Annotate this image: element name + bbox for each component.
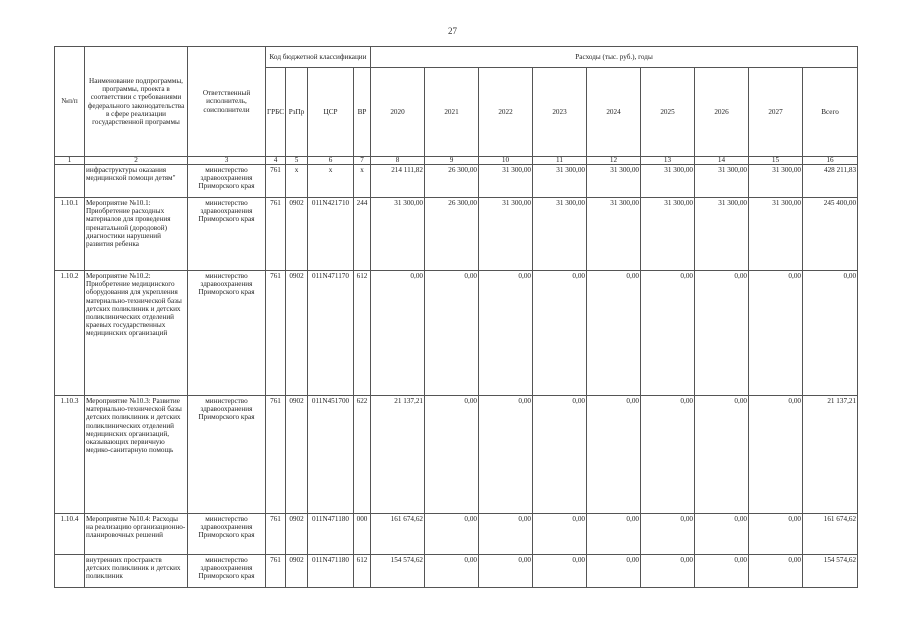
row-number <box>55 555 85 588</box>
column-index-row <box>55 157 858 165</box>
row-year-value: 0,00 <box>479 271 533 396</box>
header-grbs: ГРБС <box>266 68 286 157</box>
row-grbs: 761 <box>266 396 286 514</box>
row-year-value: 0,00 <box>479 396 533 514</box>
row-total: 245 400,00 <box>803 198 858 271</box>
header-rzpr: РзПр <box>286 68 308 157</box>
column-index: 1 <box>55 157 85 165</box>
header-total: Всего <box>803 68 858 157</box>
row-csr: 011N471180 <box>308 555 354 588</box>
header-year: 2022 <box>479 68 533 157</box>
row-year-value: 0,00 <box>587 555 641 588</box>
row-year-value: 0,00 <box>641 271 695 396</box>
column-index: 6 <box>308 157 354 165</box>
row-year-value: 0,00 <box>425 396 479 514</box>
row-year-value: 0,00 <box>641 514 695 555</box>
header-budget-code: Код бюджетной классификации <box>266 47 371 68</box>
row-rzpr: 0902 <box>286 396 308 514</box>
row-responsible: министерство здравоохранения Приморского края <box>188 396 266 514</box>
header-expenses: Расходы (тыс. руб.), годы <box>371 47 858 68</box>
row-year-value: 0,00 <box>749 396 803 514</box>
row-responsible: министерство здравоохранения Приморского края <box>188 198 266 271</box>
table-row <box>55 396 858 514</box>
row-year-value: 0,00 <box>695 271 749 396</box>
row-csr: 011N451700 <box>308 396 354 514</box>
header-year: 2027 <box>749 68 803 157</box>
row-total: 0,00 <box>803 271 858 396</box>
row-year-value: 0,00 <box>695 514 749 555</box>
row-number: 1.10.2 <box>55 271 85 396</box>
header-year: 2025 <box>641 68 695 157</box>
column-index: 15 <box>749 157 803 165</box>
row-year-value: 0,00 <box>695 396 749 514</box>
column-index: 12 <box>587 157 641 165</box>
row-year-value: 0,00 <box>425 514 479 555</box>
table-row <box>55 555 858 588</box>
row-number: 1.10.3 <box>55 396 85 514</box>
row-year-value: 31 300,00 <box>695 165 749 198</box>
row-year-value: 0,00 <box>641 555 695 588</box>
row-year-value: 0,00 <box>587 514 641 555</box>
row-rzpr: 0902 <box>286 514 308 555</box>
row-year-value: 0,00 <box>587 271 641 396</box>
row-year-value: 0,00 <box>533 555 587 588</box>
row-year-value: 214 111,82 <box>371 165 425 198</box>
table-row <box>55 198 858 271</box>
row-grbs: 761 <box>266 198 286 271</box>
row-total: 154 574,62 <box>803 555 858 588</box>
column-index: 11 <box>533 157 587 165</box>
row-year-value: 154 574,62 <box>371 555 425 588</box>
table-row <box>55 165 858 198</box>
header-name: Наименование подпрограммы, программы, проекта в соответствии с требованиями федерального законодательства в сфере реализации государственной программы <box>85 47 188 157</box>
row-year-value: 31 300,00 <box>479 165 533 198</box>
row-year-value: 0,00 <box>371 271 425 396</box>
row-vr: х <box>354 165 371 198</box>
row-name: Мероприятие №10.2: Приобретение медицинского оборудования для укрепления материально-технической базы детских поликлиник и детских поликлинических отделений краевых государственных медицинских организаций <box>85 271 188 396</box>
row-year-value: 26 300,00 <box>425 198 479 271</box>
header-year: 2024 <box>587 68 641 157</box>
row-rzpr: 0902 <box>286 198 308 271</box>
budget-table <box>54 46 858 588</box>
column-index: 16 <box>803 157 858 165</box>
row-total: 21 137,21 <box>803 396 858 514</box>
row-year-value: 0,00 <box>479 555 533 588</box>
column-index: 2 <box>85 157 188 165</box>
header-year: 2021 <box>425 68 479 157</box>
row-grbs: 761 <box>266 555 286 588</box>
row-year-value: 26 300,00 <box>425 165 479 198</box>
row-grbs: 761 <box>266 271 286 396</box>
row-number <box>55 165 85 198</box>
row-csr: 011N471180 <box>308 514 354 555</box>
column-index: 8 <box>371 157 425 165</box>
row-total: 161 674,62 <box>803 514 858 555</box>
row-year-value: 31 300,00 <box>749 198 803 271</box>
row-year-value: 31 300,00 <box>695 198 749 271</box>
row-vr: 000 <box>354 514 371 555</box>
header-year: 2026 <box>695 68 749 157</box>
header-vr: ВР <box>354 68 371 157</box>
row-year-value: 31 300,00 <box>533 165 587 198</box>
row-grbs: 761 <box>266 514 286 555</box>
row-csr: х <box>308 165 354 198</box>
row-rzpr: 0902 <box>286 555 308 588</box>
table-row <box>55 271 858 396</box>
header-csr: ЦСР <box>308 68 354 157</box>
row-name: Мероприятие №10.3: Развитие материально-технической базы детских поликлиник и детских поликлинических отделений медицинских организаций, оказывающих первичную медико-санитарную помощь <box>85 396 188 514</box>
row-rzpr: 0902 <box>286 271 308 396</box>
row-responsible: министерство здравоохранения Приморского края <box>188 555 266 588</box>
header-year: 2020 <box>371 68 425 157</box>
column-index: 9 <box>425 157 479 165</box>
row-grbs: 761 <box>266 165 286 198</box>
column-index: 13 <box>641 157 695 165</box>
row-year-value: 0,00 <box>533 271 587 396</box>
table-row <box>55 514 858 555</box>
row-name: Мероприятие №10.1: Приобретение расходных материалов для проведения пренатальной (дородовой) диагностики нарушений развития ребенка <box>85 198 188 271</box>
row-responsible: министерство здравоохранения Приморского края <box>188 165 266 198</box>
row-year-value: 31 300,00 <box>587 198 641 271</box>
row-vr: 612 <box>354 271 371 396</box>
column-index: 14 <box>695 157 749 165</box>
row-year-value: 0,00 <box>749 514 803 555</box>
row-name: инфраструктуры оказания медицинской помощи детям" <box>85 165 188 198</box>
row-year-value: 0,00 <box>749 555 803 588</box>
row-total: 428 211,83 <box>803 165 858 198</box>
row-year-value: 161 674,62 <box>371 514 425 555</box>
column-index: 10 <box>479 157 533 165</box>
header-row-1 <box>55 47 858 68</box>
row-year-value: 31 300,00 <box>371 198 425 271</box>
column-index: 4 <box>266 157 286 165</box>
row-vr: 244 <box>354 198 371 271</box>
column-index: 5 <box>286 157 308 165</box>
row-vr: 622 <box>354 396 371 514</box>
row-responsible: министерство здравоохранения Приморского края <box>188 514 266 555</box>
row-year-value: 0,00 <box>479 514 533 555</box>
row-year-value: 0,00 <box>749 271 803 396</box>
row-year-value: 0,00 <box>641 396 695 514</box>
row-year-value: 31 300,00 <box>641 165 695 198</box>
row-vr: 612 <box>354 555 371 588</box>
row-year-value: 31 300,00 <box>641 198 695 271</box>
column-index: 3 <box>188 157 266 165</box>
row-year-value: 31 300,00 <box>533 198 587 271</box>
row-year-value: 0,00 <box>533 396 587 514</box>
row-csr: 011N471170 <box>308 271 354 396</box>
row-year-value: 31 300,00 <box>749 165 803 198</box>
row-year-value: 0,00 <box>533 514 587 555</box>
header-year: 2023 <box>533 68 587 157</box>
page-number: 27 <box>448 26 457 36</box>
row-responsible: министерство здравоохранения Приморского края <box>188 271 266 396</box>
row-csr: 011N421710 <box>308 198 354 271</box>
row-number: 1.10.4 <box>55 514 85 555</box>
row-year-value: 21 137,21 <box>371 396 425 514</box>
row-rzpr: х <box>286 165 308 198</box>
row-name: внутренних пространств детских поликлиник и детских поликлиник <box>85 555 188 588</box>
row-year-value: 31 300,00 <box>479 198 533 271</box>
column-index: 7 <box>354 157 371 165</box>
row-year-value: 31 300,00 <box>587 165 641 198</box>
header-num: №п/п <box>55 47 85 157</box>
row-year-value: 0,00 <box>425 555 479 588</box>
header-responsible: Ответственный исполнитель, соисполнители <box>188 47 266 157</box>
row-number: 1.10.1 <box>55 198 85 271</box>
row-name: Мероприятие №10.4: Расходы на реализацию организационно-планировочных решений <box>85 514 188 555</box>
row-year-value: 0,00 <box>587 396 641 514</box>
row-year-value: 0,00 <box>425 271 479 396</box>
row-year-value: 0,00 <box>695 555 749 588</box>
